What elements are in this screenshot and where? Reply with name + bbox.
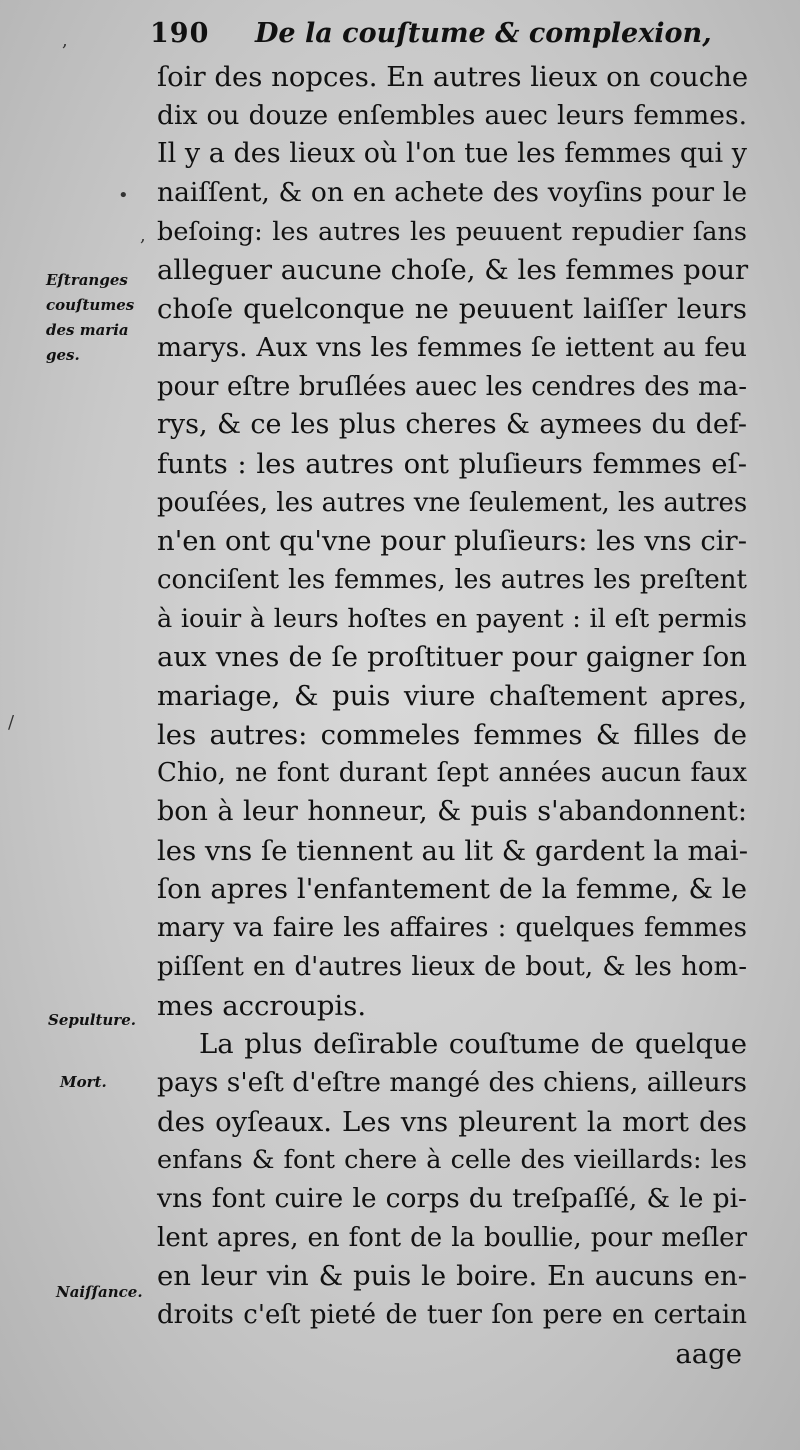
text-line: enfans & font chere à celle des vieillards: les: [157, 1145, 747, 1176]
page-number: 190: [150, 18, 210, 49]
text-line: des oyſeaux. Les vns pleurent la mort des: [157, 1105, 747, 1138]
text-line: vns font cuire le corps du treſpaſſé, & le pi-: [157, 1182, 747, 1214]
margin-note-burial: Sepulture.: [48, 1011, 136, 1029]
gutter-mark: ,: [62, 30, 68, 51]
text-line: les autres: commeles femmes & filles de: [157, 718, 747, 751]
margin-note-birth: Naiſſance.: [56, 1283, 143, 1301]
gutter-mark: ,: [140, 225, 146, 246]
margin-note-line: Eſtranges: [46, 271, 128, 289]
margin-note-line: couſtumes: [46, 296, 135, 314]
margin-note-line: des maria: [46, 321, 129, 339]
text-line: droits c'eſt pieté de tuer ſon pere en certain: [157, 1300, 747, 1330]
gutter-mark: /: [8, 712, 15, 733]
text-line: ſoir des nopces. En autres lieux on couche: [157, 61, 749, 93]
text-line: alleguer aucune choſe, & les femmes pour: [157, 254, 749, 287]
text-line: pouſées, les autres vne ſeulement, les autres: [157, 487, 748, 518]
text-line: La plus deſirable couſtume de quelque: [199, 1028, 747, 1061]
text-line: rys, & ce les plus cheres & aymees du def-: [157, 409, 747, 441]
text-line: pays s'eſt d'eſtre mangé des chiens, ailleurs: [157, 1066, 747, 1098]
margin-note-strange-customs: [46, 268, 156, 368]
text-line: mes accroupis.: [157, 989, 367, 1022]
text-line: piſſent en d'autres lieux de bout, & les hom-: [157, 951, 747, 982]
text-line: à iouir à leurs hoſtes en payent : il eſt permis: [157, 603, 747, 634]
margin-note-death: Mort.: [60, 1073, 107, 1091]
catchword: aage: [675, 1337, 742, 1370]
text-line: funts : les autres ont pluſieurs femmes eſ-: [157, 447, 747, 480]
text-line: les vns ſe tiennent au lit & gardent la mai-: [157, 834, 749, 867]
margin-note-line: ges.: [46, 346, 80, 364]
text-line: ſon apres l'enfantement de la femme, & le: [157, 873, 747, 906]
text-line: mary va faire les affaires : quelques femmes: [157, 913, 747, 944]
text-line: en leur vin & puis le boire. En aucuns en-: [157, 1260, 747, 1293]
text-line: pour eſtre bruſlées auec les cendres des ma-: [157, 371, 747, 402]
text-line: n'en ont qu'vne pour pluſieurs: les vns cir-: [157, 525, 747, 558]
text-line: Chio, ne font durant ſept années aucun faux: [157, 758, 747, 789]
text-line: conciſent les femmes, les autres les preſtent: [157, 564, 747, 595]
body-text: [157, 58, 747, 1373]
text-line: Il y a des lieux où l'on tue les femmes qui y: [157, 138, 747, 170]
gutter-mark: •: [118, 185, 129, 206]
text-line: marys. Aux vns les femmes ſe iettent au feu: [157, 331, 747, 363]
text-line: lent apres, en font de la boullie, pour meſler: [157, 1222, 747, 1253]
text-line: bon à leur honneur, & puis s'abandonnent:: [157, 796, 747, 828]
text-line: aux vnes de ſe proſtituer pour gaigner ſon: [157, 641, 747, 674]
text-line: naiſſent, & on en achete des voyſins pour le: [157, 177, 747, 209]
text-line: dix ou douze enſembles auec leurs femmes.: [157, 99, 747, 131]
text-line: mariage, & puis viure chaſtement apres,: [157, 680, 747, 712]
running-head: De la couſtume & complexion,: [255, 18, 712, 49]
text-line: choſe quelconque ne peuuent laiſſer leurs: [157, 293, 747, 326]
text-line: beſoing: les autres les peuuent repudier ſans: [157, 216, 747, 247]
